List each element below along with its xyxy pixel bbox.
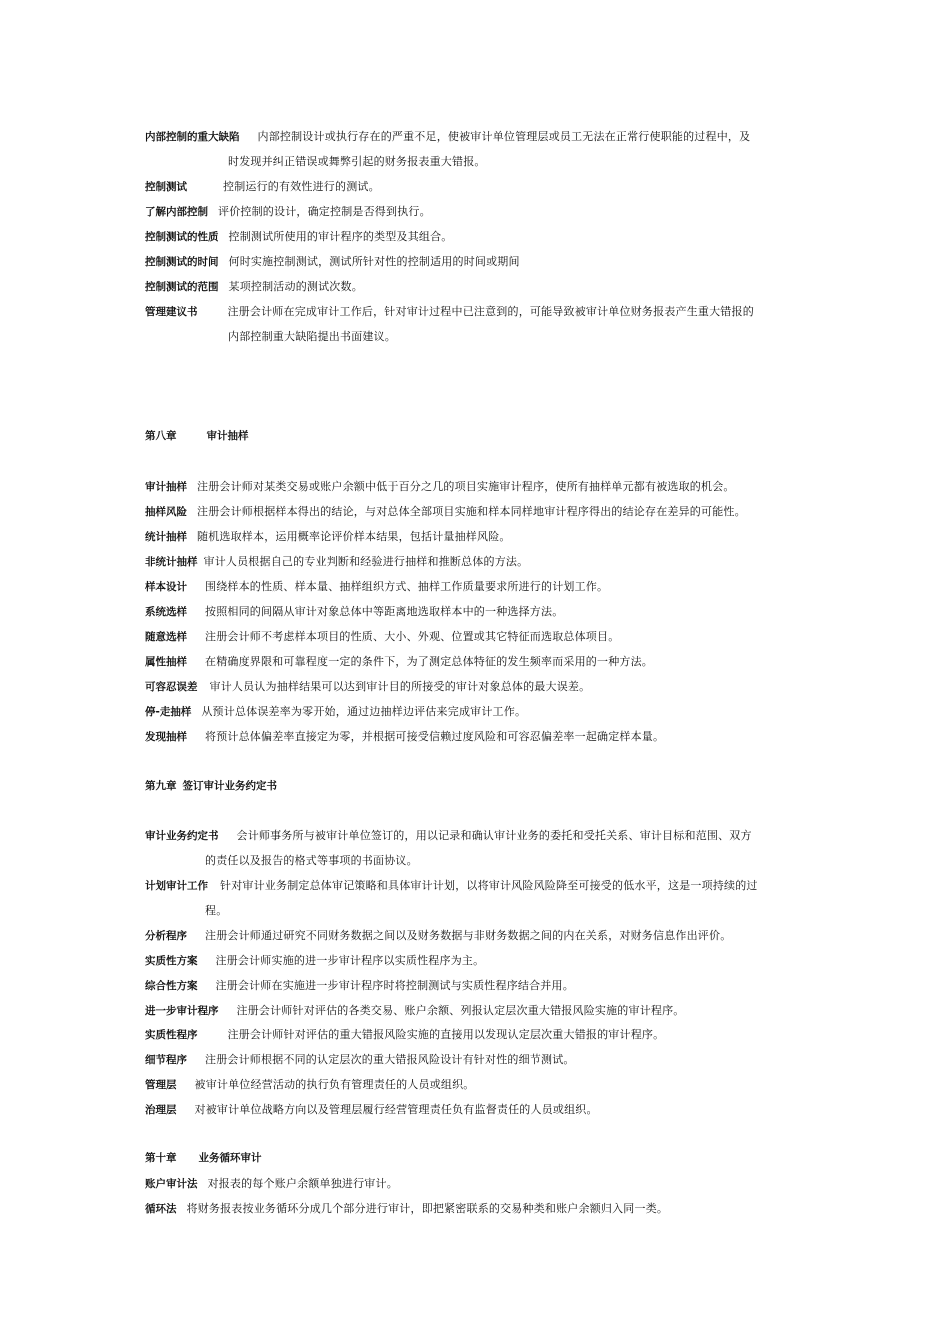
glossary-entry bbox=[145, 549, 810, 575]
entry-definition: 对报表的每个账户余额单独进行审计。 bbox=[207, 1177, 398, 1190]
glossary-entry bbox=[145, 674, 810, 700]
entry-definition: 注册会计师在实施进一步审计程序时将控制测试与实质性程序结合并用。 bbox=[215, 979, 574, 992]
chapter-number: 第十章 bbox=[145, 1152, 177, 1164]
chapter-number: 第九章 bbox=[145, 780, 177, 792]
glossary-entry bbox=[145, 724, 810, 750]
entry-definition: 注册会计师对某类交易或账户余额中低于百分之几的项目实施审计程序，使所有抽样单元都有被选取的机会。 bbox=[197, 480, 735, 493]
glossary-entry bbox=[145, 1097, 810, 1123]
entry-definition: 在精确度界限和可靠程度一定的条件下，为了测定总体特征的发生频率而采用的一种方法。 bbox=[205, 655, 653, 668]
glossary-entry bbox=[145, 699, 810, 725]
glossary-entry bbox=[145, 274, 810, 300]
glossary-entry bbox=[145, 174, 810, 200]
entry-term: 治理层 bbox=[145, 1104, 177, 1116]
entry-term: 系统选样 bbox=[145, 606, 187, 618]
entry-definition: 注册会计师实施的进一步审计程序以实质性程序为主。 bbox=[215, 954, 485, 967]
glossary-entry bbox=[145, 1196, 810, 1222]
glossary-entry bbox=[145, 1072, 810, 1098]
entry-term: 控制测试 bbox=[145, 181, 187, 193]
entry-definition-continued: 内部控制重大缺陷提出书面建议。 bbox=[228, 330, 396, 343]
glossary-entry bbox=[145, 873, 810, 899]
chapter-title: 签订审计业务约定书 bbox=[182, 780, 277, 792]
entry-term: 随意选样 bbox=[145, 631, 187, 643]
glossary-entry bbox=[145, 823, 810, 849]
chapter-heading bbox=[145, 774, 277, 799]
glossary-entry bbox=[145, 499, 810, 525]
glossary-entry bbox=[145, 524, 810, 550]
entry-definition: 控制测试所使用的审计程序的类型及其组合。 bbox=[228, 230, 453, 243]
entry-definition: 内部控制设计或执行存在的严重不足，使被审计单位管理层或员工无法在正常行使职能的过程中，及 bbox=[257, 130, 751, 143]
glossary-entry bbox=[145, 998, 810, 1024]
entry-term: 了解内部控制 bbox=[145, 206, 208, 218]
chapter-title: 业务循环审计 bbox=[198, 1152, 262, 1164]
entry-definition: 被审计单位经营活动的执行负有管理责任的人员或组织。 bbox=[194, 1078, 475, 1091]
chapter-heading bbox=[145, 1146, 262, 1171]
entry-term: 控制测试的时间 bbox=[145, 256, 219, 268]
entry-term: 审计业务约定书 bbox=[145, 830, 219, 842]
entry-definition: 注册会计师根据样本得出的结论，与对总体全部项目实施和样本同样地审计程序得出的结论存在差异的可能性。 bbox=[197, 505, 746, 518]
entry-definition: 评价控制的设计，确定控制是否得到执行。 bbox=[218, 205, 431, 218]
entry-definition: 针对审计业务制定总体审记策略和具体审计计划，以将审计风险风险降至可接受的低水平，这是一项持续的过 bbox=[220, 879, 758, 892]
entry-term: 样本设计 bbox=[145, 581, 187, 593]
entry-term: 停-走抽样 bbox=[145, 706, 192, 718]
entry-definition-continued: 程。 bbox=[205, 904, 228, 917]
entry-term: 统计抽样 bbox=[145, 531, 187, 543]
entry-term: 实质性程序 bbox=[145, 1029, 198, 1041]
entry-term: 计划审计工作 bbox=[145, 880, 208, 892]
entry-term: 实质性方案 bbox=[145, 955, 198, 967]
entry-term: 非统计抽样 bbox=[145, 556, 198, 568]
glossary-entry bbox=[145, 1171, 810, 1197]
entry-term: 抽样风险 bbox=[145, 506, 187, 518]
glossary-entry bbox=[145, 599, 810, 625]
chapter-number: 第八章 bbox=[145, 430, 177, 442]
entry-term: 发现抽样 bbox=[145, 731, 187, 743]
entry-definition: 审计人员根据自己的专业判断和经验进行抽样和推断总体的方法。 bbox=[203, 555, 529, 568]
glossary-entry bbox=[145, 624, 810, 650]
entry-term: 综合性方案 bbox=[145, 980, 198, 992]
glossary-entry bbox=[145, 973, 810, 999]
entry-definition: 将预计总体偏差率直接定为零，并根据可接受信赖过度风险和可容忍偏差率一起确定样本量。 bbox=[205, 730, 665, 743]
entry-term: 属性抽样 bbox=[145, 656, 187, 668]
entry-definition: 某项控制活动的测试次数。 bbox=[228, 280, 363, 293]
glossary-entry bbox=[145, 199, 810, 225]
glossary-entry bbox=[145, 224, 810, 250]
glossary-entry bbox=[145, 1047, 810, 1073]
entry-term: 细节程序 bbox=[145, 1054, 187, 1066]
entry-term: 进一步审计程序 bbox=[145, 1005, 219, 1017]
glossary-entry bbox=[145, 574, 810, 600]
entry-definition: 注册会计师针对评估的重大错报风险实施的直接用以发现认定层次重大错报的审计程序。 bbox=[227, 1028, 665, 1041]
entry-definition: 随机选取样本，运用概率论评价样本结果，包括计量抽样风险。 bbox=[197, 530, 511, 543]
glossary-entry bbox=[145, 923, 810, 949]
entry-term: 管理层 bbox=[145, 1079, 177, 1091]
glossary-entry bbox=[145, 1022, 810, 1048]
chapter-title: 审计抽样 bbox=[206, 430, 249, 442]
glossary-entry bbox=[145, 649, 810, 675]
entry-definition: 注册会计师通过研究不同财务数据之间以及财务数据与非财务数据之间的内在关系，对财务信息作出评价。 bbox=[205, 929, 732, 942]
entry-term: 控制测试的范围 bbox=[145, 281, 219, 293]
entry-definition: 按照相同的间隔从审计对象总体中等距离地选取样本中的一种选择方法。 bbox=[205, 605, 564, 618]
entry-definition: 注册会计师针对评估的各类交易、账户余额、列报认定层次重大错报风险实施的审计程序。 bbox=[236, 1004, 685, 1017]
entry-definition: 围绕样本的性质、样本量、抽样组织方式、抽样工作质量要求所进行的计划工作。 bbox=[205, 580, 609, 593]
entry-definition: 注册会计师在完成审计工作后，针对审计过程中已注意到的，可能导致被审计单位财务报表产生重大错报的 bbox=[227, 305, 754, 318]
entry-definition: 会计师事务所与被审计单位签订的，用以记录和确认审计业务的委托和受托关系、审计目标和范围、双方 bbox=[236, 829, 752, 842]
entry-term: 账户审计法 bbox=[145, 1178, 198, 1190]
entry-term: 内部控制的重大缺陷 bbox=[145, 131, 240, 143]
glossary-entry bbox=[145, 299, 810, 325]
entry-term: 管理建议书 bbox=[145, 306, 198, 318]
entry-definition-continued: 的责任以及报告的格式等事项的书面协议。 bbox=[205, 854, 418, 867]
entry-term: 分析程序 bbox=[145, 930, 187, 942]
entry-definition: 控制运行的有效性进行的测试。 bbox=[223, 180, 380, 193]
entry-term: 控制测试的性质 bbox=[145, 231, 219, 243]
chapter-heading bbox=[145, 424, 249, 449]
entry-definition: 审计人员认为抽样结果可以达到审计目的所接受的审计对象总体的最大误差。 bbox=[209, 680, 591, 693]
glossary-entry bbox=[145, 948, 810, 974]
glossary-entry bbox=[145, 249, 810, 275]
entry-term: 循环法 bbox=[145, 1203, 177, 1215]
entry-definition-continued: 时发现并纠正错误或舞弊引起的财务报表重大错报。 bbox=[228, 155, 486, 168]
glossary-entry bbox=[145, 474, 810, 500]
entry-definition: 将财务报表按业务循环分成几个部分进行审计，即把紧密联系的交易种类和账户余额归入同一类。 bbox=[186, 1202, 669, 1215]
entry-definition: 对被审计单位战略方向以及管理层履行经营管理责任负有监督责任的人员或组织。 bbox=[194, 1103, 598, 1116]
entry-term: 可容忍误差 bbox=[145, 681, 198, 693]
entry-definition: 何时实施控制测试，测试所针对性的控制适用的时间或期间 bbox=[228, 255, 520, 268]
entry-definition: 注册会计师不考虑样本项目的性质、大小、外观、位置或其它特征而选取总体项目。 bbox=[205, 630, 620, 643]
entry-definition: 注册会计师根据不同的认定层次的重大错报风险设计有针对性的细节测试。 bbox=[205, 1053, 575, 1066]
glossary-entry bbox=[145, 124, 810, 150]
entry-definition: 从预计总体误差率为零开始，通过边抽样边评估来完成审计工作。 bbox=[201, 705, 527, 718]
entry-term: 审计抽样 bbox=[145, 481, 187, 493]
